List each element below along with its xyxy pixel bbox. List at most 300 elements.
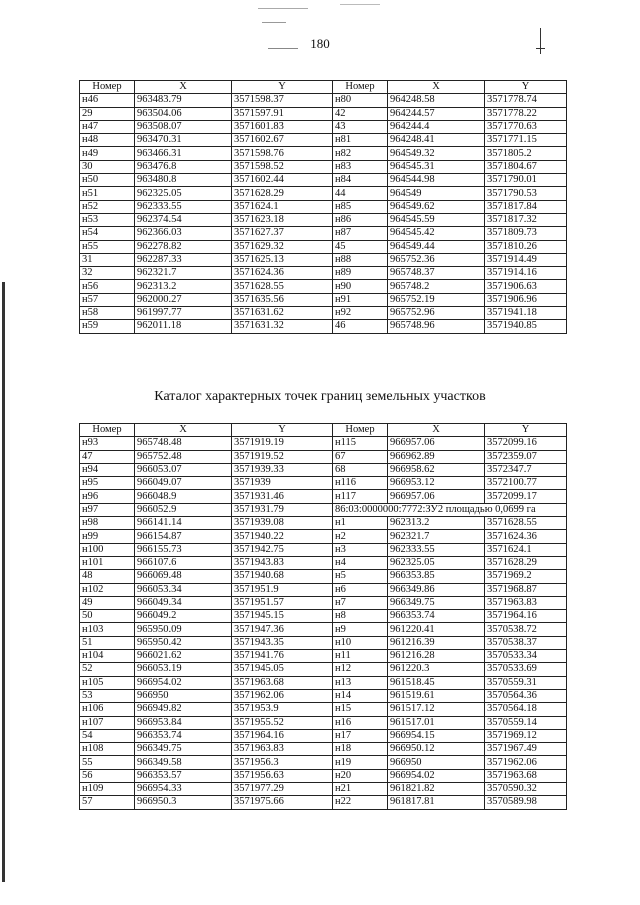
table-cell: 966954.15	[388, 729, 485, 742]
table-cell: 3571919.19	[232, 437, 333, 450]
table-row	[80, 756, 567, 769]
table-cell: н98	[80, 517, 135, 530]
table-cell: 961817.81	[388, 796, 485, 809]
table-row	[80, 517, 567, 530]
table-row	[80, 490, 567, 503]
table-cell: 962011.18	[135, 320, 232, 333]
table-cell: 965748.96	[388, 320, 485, 333]
column-header: Y	[232, 81, 333, 94]
table-cell: 966949.82	[135, 703, 232, 716]
column-header: Номер	[80, 424, 135, 437]
table-cell: 966353.74	[135, 729, 232, 742]
table-cell: 3571942.75	[232, 543, 333, 556]
table-cell: 966107.6	[135, 556, 232, 569]
table-cell: 3571817.84	[485, 200, 567, 213]
table-cell: 962313.2	[388, 517, 485, 530]
table-cell: н89	[333, 267, 388, 280]
table-cell: 966950	[135, 689, 232, 702]
table-cell: 964248.58	[388, 94, 485, 107]
table-cell: 3571941.76	[232, 650, 333, 663]
table-cell: 3571602.67	[232, 134, 333, 147]
table-row	[80, 187, 567, 200]
table-cell: 965748.37	[388, 267, 485, 280]
table-cell: 3571962.06	[232, 689, 333, 702]
table-cell: н22	[333, 796, 388, 809]
column-header: Y	[485, 81, 567, 94]
table-cell: 966053.34	[135, 583, 232, 596]
table-cell: 3571598.52	[232, 160, 333, 173]
table-cell: 963483.79	[135, 94, 232, 107]
table-cell: н106	[80, 703, 135, 716]
table-cell: 964549.44	[388, 240, 485, 253]
table-row	[80, 134, 567, 147]
table-cell: 3571940.85	[485, 320, 567, 333]
table-cell: 962321.7	[388, 530, 485, 543]
table-cell: 3571597.91	[232, 107, 333, 120]
table-cell: н15	[333, 703, 388, 716]
table-cell: н4	[333, 556, 388, 569]
table-cell: 3571931.79	[232, 503, 333, 516]
table-cell: 3571770.63	[485, 120, 567, 133]
table-cell: 3571628.55	[485, 517, 567, 530]
table-cell: 3571914.49	[485, 253, 567, 266]
table-cell: 963476.8	[135, 160, 232, 173]
table-cell: 3571919.52	[232, 450, 333, 463]
table-cell: н100	[80, 543, 135, 556]
table-cell: 42	[333, 107, 388, 120]
table-cell: 3571977.29	[232, 783, 333, 796]
table-cell: 966962.89	[388, 450, 485, 463]
table-header	[80, 424, 567, 437]
table-cell: 962333.55	[388, 543, 485, 556]
table-cell: 962321.7	[135, 267, 232, 280]
column-header: X	[388, 81, 485, 94]
table-cell: 962278.82	[135, 240, 232, 253]
table-cell: н14	[333, 689, 388, 702]
table-cell: н99	[80, 530, 135, 543]
table-row	[80, 663, 567, 676]
table-cell: н3	[333, 543, 388, 556]
column-header: Номер	[333, 81, 388, 94]
table-cell: н9	[333, 623, 388, 636]
table-row	[80, 200, 567, 213]
table-row	[80, 320, 567, 333]
table-cell: 964244.4	[388, 120, 485, 133]
table-row	[80, 796, 567, 809]
table-body	[80, 94, 567, 333]
table-row	[80, 703, 567, 716]
table-row	[80, 729, 567, 742]
table-cell: 963470.31	[135, 134, 232, 147]
table-cell: 3571940.22	[232, 530, 333, 543]
table-cell: 962287.33	[135, 253, 232, 266]
table-cell: 966953.84	[135, 716, 232, 729]
table-cell: н11	[333, 650, 388, 663]
table-row	[80, 437, 567, 450]
table-cell: 3571906.63	[485, 280, 567, 293]
table-cell: 3571601.83	[232, 120, 333, 133]
column-header: X	[135, 81, 232, 94]
table-cell: 962366.03	[135, 227, 232, 240]
table-cell: н116	[333, 477, 388, 490]
table-row	[80, 530, 567, 543]
table-cell: 3571945.05	[232, 663, 333, 676]
scan-artifact	[258, 8, 308, 9]
table-cell: 3571955.52	[232, 716, 333, 729]
table-cell: 3571602.44	[232, 174, 333, 187]
table-cell: 46	[333, 320, 388, 333]
table-cell: н12	[333, 663, 388, 676]
table-cell: 67	[333, 450, 388, 463]
table-cell: н107	[80, 716, 135, 729]
table-row	[80, 307, 567, 320]
table-cell: 965748.48	[135, 437, 232, 450]
table-cell: 966954.02	[135, 676, 232, 689]
table-cell: н103	[80, 623, 135, 636]
table-cell: 962333.55	[135, 200, 232, 213]
table-cell: н57	[80, 293, 135, 306]
table-cell: 3571914.16	[485, 267, 567, 280]
table-cell: 3570589.98	[485, 796, 567, 809]
table-cell: 45	[333, 240, 388, 253]
table-cell: 966353.85	[388, 570, 485, 583]
table-cell: 966049.07	[135, 477, 232, 490]
table-cell: н108	[80, 743, 135, 756]
table-cell: 56	[80, 769, 135, 782]
table-cell: 3571817.32	[485, 213, 567, 226]
table-cell: н7	[333, 596, 388, 609]
table-cell: 3572359.07	[485, 450, 567, 463]
table-cell: 3571931.46	[232, 490, 333, 503]
column-header: Y	[485, 424, 567, 437]
table-cell: 3571962.06	[485, 756, 567, 769]
table-cell: 57	[80, 796, 135, 809]
table-cell: 51	[80, 636, 135, 649]
table-row	[80, 147, 567, 160]
table-cell: н97	[80, 503, 135, 516]
table-cell: н82	[333, 147, 388, 160]
table-cell: 964248.41	[388, 134, 485, 147]
table-cell: 3570533.34	[485, 650, 567, 663]
table-body	[80, 437, 567, 809]
table-cell: 965748.2	[388, 280, 485, 293]
table-cell: н92	[333, 307, 388, 320]
table-cell: 3571951.57	[232, 596, 333, 609]
section-title: Каталог характерных точек границ земельных участков	[154, 389, 486, 404]
table-cell: 3571963.68	[232, 676, 333, 689]
table-cell: 961517.01	[388, 716, 485, 729]
table-cell: н88	[333, 253, 388, 266]
table-cell: 3570559.14	[485, 716, 567, 729]
table-cell: 961821.82	[388, 783, 485, 796]
table-cell: 966958.62	[388, 463, 485, 476]
table-cell: н16	[333, 716, 388, 729]
table-cell: 3571631.32	[232, 320, 333, 333]
table-cell: 963480.8	[135, 174, 232, 187]
table-cell: 3570564.36	[485, 689, 567, 702]
table-cell: н5	[333, 570, 388, 583]
table-row	[80, 623, 567, 636]
table-row	[80, 160, 567, 173]
table-cell: 3571624.36	[232, 267, 333, 280]
table-cell: 965752.48	[135, 450, 232, 463]
table-cell: 3571790.01	[485, 174, 567, 187]
table-cell: 3570590.32	[485, 783, 567, 796]
table-cell: н91	[333, 293, 388, 306]
table-cell: 3571628.29	[485, 556, 567, 569]
table-cell: 47	[80, 450, 135, 463]
table-cell: 961517.12	[388, 703, 485, 716]
table-cell: 962374.54	[135, 213, 232, 226]
table-cell: н52	[80, 200, 135, 213]
table-cell: 962325.05	[388, 556, 485, 569]
table-cell: 3571810.26	[485, 240, 567, 253]
table-cell: н19	[333, 756, 388, 769]
table-cell: н80	[333, 94, 388, 107]
table-cell: 3571627.37	[232, 227, 333, 240]
table-cell: 3571941.18	[485, 307, 567, 320]
table-cell: 964545.42	[388, 227, 485, 240]
table-cell: 966053.19	[135, 663, 232, 676]
table-row	[80, 463, 567, 476]
table-row	[80, 174, 567, 187]
table-row	[80, 743, 567, 756]
table-cell: 961216.28	[388, 650, 485, 663]
table-cell: н6	[333, 583, 388, 596]
table-cell: 32	[80, 267, 135, 280]
table-cell: н93	[80, 437, 135, 450]
column-header: Y	[232, 424, 333, 437]
table-cell: 3571778.22	[485, 107, 567, 120]
table-cell: 3571963.83	[232, 743, 333, 756]
table-cell: 961220.41	[388, 623, 485, 636]
table-cell: н87	[333, 227, 388, 240]
table-cell: 966957.06	[388, 437, 485, 450]
table-cell: н21	[333, 783, 388, 796]
table-cell: 3570538.72	[485, 623, 567, 636]
table-cell: 962325.05	[135, 187, 232, 200]
table-cell: 966349.58	[135, 756, 232, 769]
table-cell: 961997.77	[135, 307, 232, 320]
scan-artifact	[340, 4, 380, 5]
table-cell: 3571805.2	[485, 147, 567, 160]
table-row	[80, 107, 567, 120]
header-row	[80, 81, 567, 94]
table-cell: 3571906.96	[485, 293, 567, 306]
table-cell: н94	[80, 463, 135, 476]
table-cell: 3571968.87	[485, 583, 567, 596]
table-cell: 48	[80, 570, 135, 583]
table-cell: 966155.73	[135, 543, 232, 556]
coordinates-table-2	[79, 423, 567, 810]
table-cell: 68	[333, 463, 388, 476]
table-row	[80, 293, 567, 306]
table-cell: н83	[333, 160, 388, 173]
table-cell: 3571628.29	[232, 187, 333, 200]
table-cell: н85	[333, 200, 388, 213]
table-row	[80, 650, 567, 663]
coordinates-table-1	[79, 80, 567, 334]
table-cell: 961216.39	[388, 636, 485, 649]
table-cell: 3571964.16	[485, 610, 567, 623]
table-cell: 3571956.63	[232, 769, 333, 782]
table-header	[80, 81, 567, 94]
table-row	[80, 783, 567, 796]
table-row	[80, 213, 567, 226]
table-cell: н105	[80, 676, 135, 689]
table-cell: 3571631.62	[232, 307, 333, 320]
table-row	[80, 253, 567, 266]
table-row	[80, 583, 567, 596]
table-row	[80, 503, 567, 516]
table-cell: 964244.57	[388, 107, 485, 120]
table-cell: 966957.06	[388, 490, 485, 503]
table-cell: 3571624.1	[232, 200, 333, 213]
table-row	[80, 543, 567, 556]
table-cell: 31	[80, 253, 135, 266]
table-cell: 3571956.3	[232, 756, 333, 769]
scan-artifact	[262, 22, 286, 23]
table-cell: н2	[333, 530, 388, 543]
table-cell: 3571804.67	[485, 160, 567, 173]
table-cell: н101	[80, 556, 135, 569]
table-cell: 43	[333, 120, 388, 133]
table-cell: н17	[333, 729, 388, 742]
table-cell: 966950.3	[135, 796, 232, 809]
table-row	[80, 610, 567, 623]
table-cell: 966052.9	[135, 503, 232, 516]
table-cell: 3571943.83	[232, 556, 333, 569]
table-cell: 3571809.73	[485, 227, 567, 240]
table-cell: 3570533.69	[485, 663, 567, 676]
table-cell: 3571598.76	[232, 147, 333, 160]
table-cell: 966349.86	[388, 583, 485, 596]
table-cell: 966049.2	[135, 610, 232, 623]
table-row	[80, 280, 567, 293]
table-cell: 3571940.68	[232, 570, 333, 583]
column-header: X	[388, 424, 485, 437]
table-cell: 3571964.16	[232, 729, 333, 742]
table-cell: 55	[80, 756, 135, 769]
table-cell: 3570564.18	[485, 703, 567, 716]
table-cell: 3570538.37	[485, 636, 567, 649]
table-cell: н46	[80, 94, 135, 107]
table-cell: 3571963.83	[485, 596, 567, 609]
table-cell: н51	[80, 187, 135, 200]
table-cell: 963508.07	[135, 120, 232, 133]
table-cell: 966349.75	[388, 596, 485, 609]
table-cell: н10	[333, 636, 388, 649]
table-cell: 3570559.31	[485, 676, 567, 689]
table-row	[80, 769, 567, 782]
table-cell: 962000.27	[135, 293, 232, 306]
table-cell: 44	[333, 187, 388, 200]
table-cell: 3571969.12	[485, 729, 567, 742]
table-row	[80, 716, 567, 729]
table-row	[80, 596, 567, 609]
column-header: X	[135, 424, 232, 437]
table-cell: н47	[80, 120, 135, 133]
table-cell: 3571624.36	[485, 530, 567, 543]
table-cell: н84	[333, 174, 388, 187]
table-row	[80, 94, 567, 107]
table-cell: н48	[80, 134, 135, 147]
table-cell: н86	[333, 213, 388, 226]
table-cell: 3571945.15	[232, 610, 333, 623]
table-cell: 30	[80, 160, 135, 173]
table-cell: н95	[80, 477, 135, 490]
table-cell: н8	[333, 610, 388, 623]
table-cell: н50	[80, 174, 135, 187]
table-row	[80, 227, 567, 240]
table-cell: 3571963.68	[485, 769, 567, 782]
table-cell: н109	[80, 783, 135, 796]
table-cell: н55	[80, 240, 135, 253]
table-row	[80, 240, 567, 253]
table-cell: н53	[80, 213, 135, 226]
table-cell: 3571967.49	[485, 743, 567, 756]
table-cell: н115	[333, 437, 388, 450]
page-number: 180	[310, 36, 330, 51]
table-cell: 3571771.15	[485, 134, 567, 147]
table-cell: 86:03:0000000:7772:ЗУ2 площадью 0,0699 га	[333, 503, 567, 516]
table-row	[80, 570, 567, 583]
table-cell: 3571790.53	[485, 187, 567, 200]
table-cell: 966049.34	[135, 596, 232, 609]
table-cell: 965752.19	[388, 293, 485, 306]
table-cell: 964549.32	[388, 147, 485, 160]
table-row	[80, 267, 567, 280]
table-cell: 962313.2	[135, 280, 232, 293]
table-cell: 966069.48	[135, 570, 232, 583]
table-cell: 3572099.17	[485, 490, 567, 503]
table-cell: 3571939.08	[232, 517, 333, 530]
table-cell: 961519.61	[388, 689, 485, 702]
table-cell: 965950.42	[135, 636, 232, 649]
table-cell: 3571947.36	[232, 623, 333, 636]
column-header: Номер	[333, 424, 388, 437]
table-cell: н102	[80, 583, 135, 596]
table-cell: 29	[80, 107, 135, 120]
table-cell: 53	[80, 689, 135, 702]
table-cell: 3571625.13	[232, 253, 333, 266]
table-cell: н96	[80, 490, 135, 503]
table-cell: н54	[80, 227, 135, 240]
table-cell: 966021.62	[135, 650, 232, 663]
table-row	[80, 477, 567, 490]
table-cell: 965950.09	[135, 623, 232, 636]
table-row	[80, 450, 567, 463]
table-cell: н20	[333, 769, 388, 782]
table-cell: 3571975.66	[232, 796, 333, 809]
table-cell: 3571969.2	[485, 570, 567, 583]
table-row	[80, 636, 567, 649]
table-cell: н90	[333, 280, 388, 293]
table-cell: 964549.62	[388, 200, 485, 213]
table-cell: 966954.33	[135, 783, 232, 796]
table-cell: 966953.12	[388, 477, 485, 490]
table-cell: 3571951.9	[232, 583, 333, 596]
table-cell: 966353.57	[135, 769, 232, 782]
table-cell: 3571939	[232, 477, 333, 490]
table-cell: н117	[333, 490, 388, 503]
table-cell: 966950.12	[388, 743, 485, 756]
table-cell: 3571629.32	[232, 240, 333, 253]
table-cell: н81	[333, 134, 388, 147]
table-cell: 3571943.35	[232, 636, 333, 649]
table-cell: 966349.75	[135, 743, 232, 756]
table-cell: 966141.14	[135, 517, 232, 530]
